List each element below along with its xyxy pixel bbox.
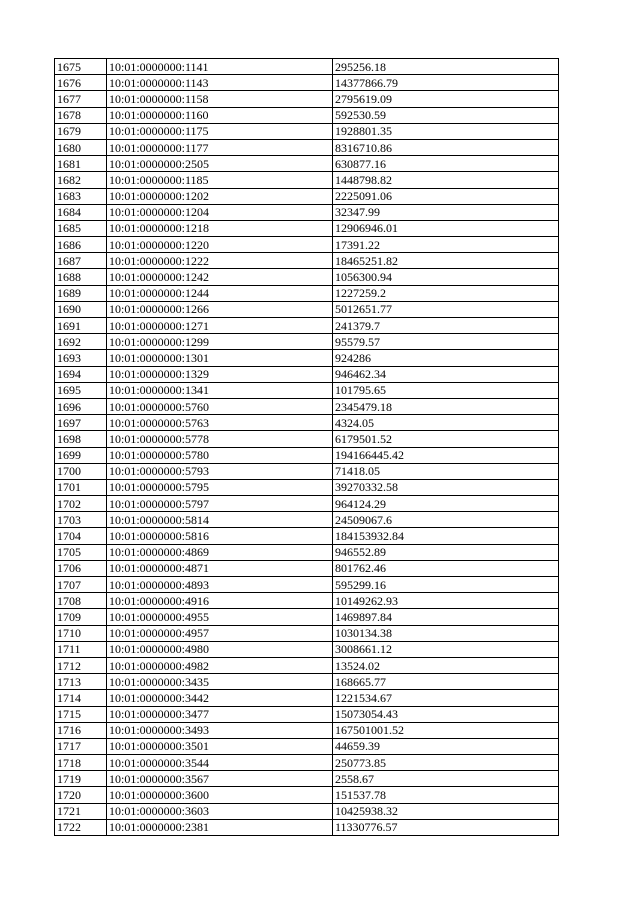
row-number-cell: 1686 bbox=[55, 237, 107, 253]
table-row bbox=[55, 415, 559, 431]
value-cell: 71418.05 bbox=[333, 463, 559, 479]
cadastral-number-cell: 10:01:0000000:1141 bbox=[107, 59, 333, 75]
table-row bbox=[55, 674, 559, 690]
value-cell: 39270332.58 bbox=[333, 479, 559, 495]
table-row bbox=[55, 463, 559, 479]
row-number-cell: 1707 bbox=[55, 577, 107, 593]
row-number-cell: 1675 bbox=[55, 59, 107, 75]
table-row bbox=[55, 609, 559, 625]
value-cell: 250773.85 bbox=[333, 755, 559, 771]
table-row bbox=[55, 641, 559, 657]
value-cell: 1221534.67 bbox=[333, 690, 559, 706]
cadastral-number-cell: 10:01:0000000:1158 bbox=[107, 91, 333, 107]
cadastral-number-cell: 10:01:0000000:4982 bbox=[107, 657, 333, 673]
row-number-cell: 1705 bbox=[55, 544, 107, 560]
value-cell: 1469897.84 bbox=[333, 609, 559, 625]
table-row bbox=[55, 237, 559, 253]
cadastral-number-cell: 10:01:0000000:1143 bbox=[107, 75, 333, 91]
row-number-cell: 1714 bbox=[55, 690, 107, 706]
row-number-cell: 1697 bbox=[55, 415, 107, 431]
table-row bbox=[55, 107, 559, 123]
value-cell: 18465251.82 bbox=[333, 253, 559, 269]
row-number-cell: 1688 bbox=[55, 269, 107, 285]
row-number-cell: 1717 bbox=[55, 738, 107, 754]
table-row bbox=[55, 479, 559, 495]
cadastral-number-cell: 10:01:0000000:3477 bbox=[107, 706, 333, 722]
value-cell: 2225091.06 bbox=[333, 188, 559, 204]
table-row bbox=[55, 285, 559, 301]
value-cell: 964124.29 bbox=[333, 496, 559, 512]
row-number-cell: 1684 bbox=[55, 204, 107, 220]
row-number-cell: 1678 bbox=[55, 107, 107, 123]
cadastral-number-cell: 10:01:0000000:1222 bbox=[107, 253, 333, 269]
value-cell: 11330776.57 bbox=[333, 819, 559, 835]
cadastral-number-cell: 10:01:0000000:3603 bbox=[107, 803, 333, 819]
value-cell: 6179501.52 bbox=[333, 431, 559, 447]
row-number-cell: 1703 bbox=[55, 512, 107, 528]
value-cell: 15073054.43 bbox=[333, 706, 559, 722]
row-number-cell: 1679 bbox=[55, 123, 107, 139]
row-number-cell: 1702 bbox=[55, 496, 107, 512]
cadastral-number-cell: 10:01:0000000:5797 bbox=[107, 496, 333, 512]
table-row bbox=[55, 220, 559, 236]
row-number-cell: 1698 bbox=[55, 431, 107, 447]
row-number-cell: 1722 bbox=[55, 819, 107, 835]
table-row bbox=[55, 803, 559, 819]
row-number-cell: 1708 bbox=[55, 593, 107, 609]
table-row bbox=[55, 496, 559, 512]
value-cell: 13524.02 bbox=[333, 657, 559, 673]
table-row bbox=[55, 139, 559, 155]
cadastral-number-cell: 10:01:0000000:3442 bbox=[107, 690, 333, 706]
table-row bbox=[55, 593, 559, 609]
row-number-cell: 1685 bbox=[55, 220, 107, 236]
cadastral-number-cell: 10:01:0000000:4955 bbox=[107, 609, 333, 625]
value-cell: 5012651.77 bbox=[333, 301, 559, 317]
value-cell: 194166445.42 bbox=[333, 447, 559, 463]
value-cell: 101795.65 bbox=[333, 382, 559, 398]
row-number-cell: 1716 bbox=[55, 722, 107, 738]
row-number-cell: 1699 bbox=[55, 447, 107, 463]
table-row bbox=[55, 156, 559, 172]
row-number-cell: 1682 bbox=[55, 172, 107, 188]
cadastral-number-cell: 10:01:0000000:5760 bbox=[107, 398, 333, 414]
cadastral-number-cell: 10:01:0000000:1341 bbox=[107, 382, 333, 398]
table-row bbox=[55, 366, 559, 382]
row-number-cell: 1681 bbox=[55, 156, 107, 172]
cadastral-number-cell: 10:01:0000000:1244 bbox=[107, 285, 333, 301]
value-cell: 24509067.6 bbox=[333, 512, 559, 528]
table-row bbox=[55, 560, 559, 576]
row-number-cell: 1696 bbox=[55, 398, 107, 414]
cadastral-number-cell: 10:01:0000000:1175 bbox=[107, 123, 333, 139]
table-row bbox=[55, 706, 559, 722]
cadastral-number-cell: 10:01:0000000:2505 bbox=[107, 156, 333, 172]
cadastral-number-cell: 10:01:0000000:4871 bbox=[107, 560, 333, 576]
table-row bbox=[55, 59, 559, 75]
cadastral-number-cell: 10:01:0000000:3493 bbox=[107, 722, 333, 738]
cadastral-number-cell: 10:01:0000000:4869 bbox=[107, 544, 333, 560]
value-cell: 946552.89 bbox=[333, 544, 559, 560]
table-row bbox=[55, 91, 559, 107]
value-cell: 1056300.94 bbox=[333, 269, 559, 285]
value-cell: 12906946.01 bbox=[333, 220, 559, 236]
value-cell: 95579.57 bbox=[333, 334, 559, 350]
value-cell: 2345479.18 bbox=[333, 398, 559, 414]
cadastral-number-cell: 10:01:0000000:1220 bbox=[107, 237, 333, 253]
value-cell: 595299.16 bbox=[333, 577, 559, 593]
cadastral-number-cell: 10:01:0000000:3544 bbox=[107, 755, 333, 771]
row-number-cell: 1694 bbox=[55, 366, 107, 382]
value-cell: 946462.34 bbox=[333, 366, 559, 382]
value-cell: 924286 bbox=[333, 350, 559, 366]
row-number-cell: 1709 bbox=[55, 609, 107, 625]
value-cell: 168665.77 bbox=[333, 674, 559, 690]
value-cell: 8316710.86 bbox=[333, 139, 559, 155]
value-cell: 1928801.35 bbox=[333, 123, 559, 139]
table-row bbox=[55, 253, 559, 269]
cadastral-number-cell: 10:01:0000000:5763 bbox=[107, 415, 333, 431]
cadastral-number-cell: 10:01:0000000:3435 bbox=[107, 674, 333, 690]
table-row bbox=[55, 398, 559, 414]
row-number-cell: 1691 bbox=[55, 318, 107, 334]
table-row bbox=[55, 690, 559, 706]
value-cell: 1448798.82 bbox=[333, 172, 559, 188]
table-row bbox=[55, 657, 559, 673]
row-number-cell: 1711 bbox=[55, 641, 107, 657]
cadastral-number-cell: 10:01:0000000:1160 bbox=[107, 107, 333, 123]
cadastral-number-cell: 10:01:0000000:3600 bbox=[107, 787, 333, 803]
table-row bbox=[55, 577, 559, 593]
table-row bbox=[55, 204, 559, 220]
row-number-cell: 1718 bbox=[55, 755, 107, 771]
row-number-cell: 1683 bbox=[55, 188, 107, 204]
value-cell: 32347.99 bbox=[333, 204, 559, 220]
cadastral-number-cell: 10:01:0000000:3501 bbox=[107, 738, 333, 754]
value-cell: 241379.7 bbox=[333, 318, 559, 334]
row-number-cell: 1676 bbox=[55, 75, 107, 91]
row-number-cell: 1710 bbox=[55, 625, 107, 641]
cadastral-number-cell: 10:01:0000000:4980 bbox=[107, 641, 333, 657]
cadastral-number-cell: 10:01:0000000:1204 bbox=[107, 204, 333, 220]
table-row bbox=[55, 625, 559, 641]
table-row bbox=[55, 301, 559, 317]
table-row bbox=[55, 447, 559, 463]
value-cell: 295256.18 bbox=[333, 59, 559, 75]
value-cell: 10149262.93 bbox=[333, 593, 559, 609]
value-cell: 801762.46 bbox=[333, 560, 559, 576]
row-number-cell: 1721 bbox=[55, 803, 107, 819]
row-number-cell: 1715 bbox=[55, 706, 107, 722]
row-number-cell: 1689 bbox=[55, 285, 107, 301]
table-row bbox=[55, 123, 559, 139]
row-number-cell: 1692 bbox=[55, 334, 107, 350]
table-row bbox=[55, 544, 559, 560]
cadastral-number-cell: 10:01:0000000:4957 bbox=[107, 625, 333, 641]
cadastral-number-cell: 10:01:0000000:1202 bbox=[107, 188, 333, 204]
table-row bbox=[55, 188, 559, 204]
row-number-cell: 1693 bbox=[55, 350, 107, 366]
row-number-cell: 1700 bbox=[55, 463, 107, 479]
value-cell: 2795619.09 bbox=[333, 91, 559, 107]
row-number-cell: 1695 bbox=[55, 382, 107, 398]
cadastral-number-cell: 10:01:0000000:1242 bbox=[107, 269, 333, 285]
table-row bbox=[55, 722, 559, 738]
value-cell: 184153932.84 bbox=[333, 528, 559, 544]
table-row bbox=[55, 318, 559, 334]
value-cell: 630877.16 bbox=[333, 156, 559, 172]
cadastral-number-cell: 10:01:0000000:1329 bbox=[107, 366, 333, 382]
cadastral-number-cell: 10:01:0000000:1266 bbox=[107, 301, 333, 317]
table-row bbox=[55, 755, 559, 771]
value-cell: 17391.22 bbox=[333, 237, 559, 253]
value-cell: 1030134.38 bbox=[333, 625, 559, 641]
cadastral-number-cell: 10:01:0000000:5778 bbox=[107, 431, 333, 447]
cadastral-number-cell: 10:01:0000000:1271 bbox=[107, 318, 333, 334]
value-cell: 4324.05 bbox=[333, 415, 559, 431]
row-number-cell: 1680 bbox=[55, 139, 107, 155]
table-row bbox=[55, 334, 559, 350]
cadastral-number-cell: 10:01:0000000:4916 bbox=[107, 593, 333, 609]
table-row bbox=[55, 350, 559, 366]
cadastral-number-cell: 10:01:0000000:1218 bbox=[107, 220, 333, 236]
table-row bbox=[55, 269, 559, 285]
data-table bbox=[54, 58, 559, 836]
cadastral-number-cell: 10:01:0000000:5814 bbox=[107, 512, 333, 528]
value-cell: 3008661.12 bbox=[333, 641, 559, 657]
row-number-cell: 1712 bbox=[55, 657, 107, 673]
cadastral-number-cell: 10:01:0000000:1299 bbox=[107, 334, 333, 350]
table-row bbox=[55, 75, 559, 91]
table-row bbox=[55, 172, 559, 188]
value-cell: 44659.39 bbox=[333, 738, 559, 754]
value-cell: 592530.59 bbox=[333, 107, 559, 123]
value-cell: 2558.67 bbox=[333, 771, 559, 787]
cadastral-number-cell: 10:01:0000000:1301 bbox=[107, 350, 333, 366]
cadastral-number-cell: 10:01:0000000:1177 bbox=[107, 139, 333, 155]
row-number-cell: 1687 bbox=[55, 253, 107, 269]
cadastral-number-cell: 10:01:0000000:1185 bbox=[107, 172, 333, 188]
row-number-cell: 1690 bbox=[55, 301, 107, 317]
row-number-cell: 1677 bbox=[55, 91, 107, 107]
cadastral-number-cell: 10:01:0000000:5816 bbox=[107, 528, 333, 544]
table-row bbox=[55, 819, 559, 835]
table-row bbox=[55, 512, 559, 528]
table-row bbox=[55, 771, 559, 787]
cadastral-number-cell: 10:01:0000000:3567 bbox=[107, 771, 333, 787]
row-number-cell: 1701 bbox=[55, 479, 107, 495]
value-cell: 151537.78 bbox=[333, 787, 559, 803]
row-number-cell: 1720 bbox=[55, 787, 107, 803]
table-row bbox=[55, 431, 559, 447]
cadastral-number-cell: 10:01:0000000:5795 bbox=[107, 479, 333, 495]
table-row bbox=[55, 787, 559, 803]
value-cell: 1227259.2 bbox=[333, 285, 559, 301]
cadastral-number-cell: 10:01:0000000:4893 bbox=[107, 577, 333, 593]
table-row bbox=[55, 382, 559, 398]
row-number-cell: 1713 bbox=[55, 674, 107, 690]
row-number-cell: 1706 bbox=[55, 560, 107, 576]
value-cell: 14377866.79 bbox=[333, 75, 559, 91]
value-cell: 167501001.52 bbox=[333, 722, 559, 738]
row-number-cell: 1719 bbox=[55, 771, 107, 787]
cadastral-number-cell: 10:01:0000000:2381 bbox=[107, 819, 333, 835]
table-row bbox=[55, 738, 559, 754]
row-number-cell: 1704 bbox=[55, 528, 107, 544]
cadastral-number-cell: 10:01:0000000:5793 bbox=[107, 463, 333, 479]
cadastral-number-cell: 10:01:0000000:5780 bbox=[107, 447, 333, 463]
value-cell: 10425938.32 bbox=[333, 803, 559, 819]
table-body bbox=[55, 59, 559, 836]
table-row bbox=[55, 528, 559, 544]
